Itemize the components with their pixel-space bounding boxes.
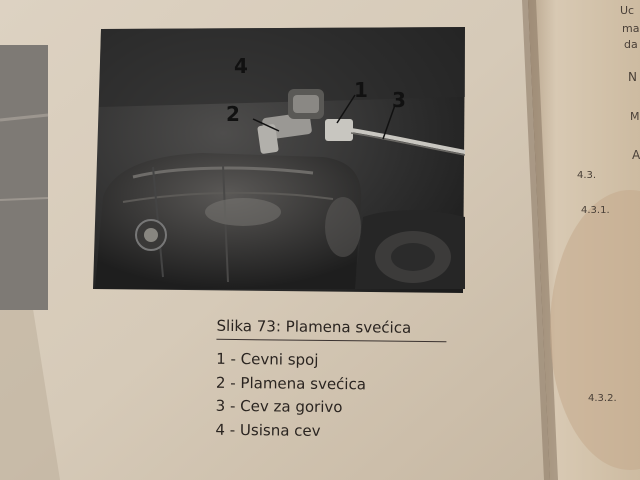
callout-3: 3 [392,88,406,112]
figure-caption [215,317,446,446]
right-page-fragment: A [632,148,640,162]
right-page-fragment: Uc [620,4,635,17]
section-number: 4.3.2. [588,393,617,404]
callout-2: 2 [226,102,240,126]
right-page-fragment: N [628,70,637,84]
callout-4: 4 [234,54,248,78]
legend-item-4: 4 - Usisna cev [215,420,321,440]
legend-item-2: 2 - Plamena svećica [215,373,367,393]
right-page-fragment: ma [622,22,640,35]
section-number: 4.3.1. [581,205,610,216]
legend-item-1: 1 - Cevni spoj [216,349,319,369]
legend-item-3: 3 - Cev za gorivo [215,396,343,417]
caption-title: Slika 73: Plamena svećica [216,317,446,342]
callout-1: 1 [354,78,368,102]
section-number: 4.3. [577,170,597,181]
right-page-fragment: da [624,38,638,51]
engine-photo [93,27,465,293]
right-page-fragment: M [630,110,640,123]
